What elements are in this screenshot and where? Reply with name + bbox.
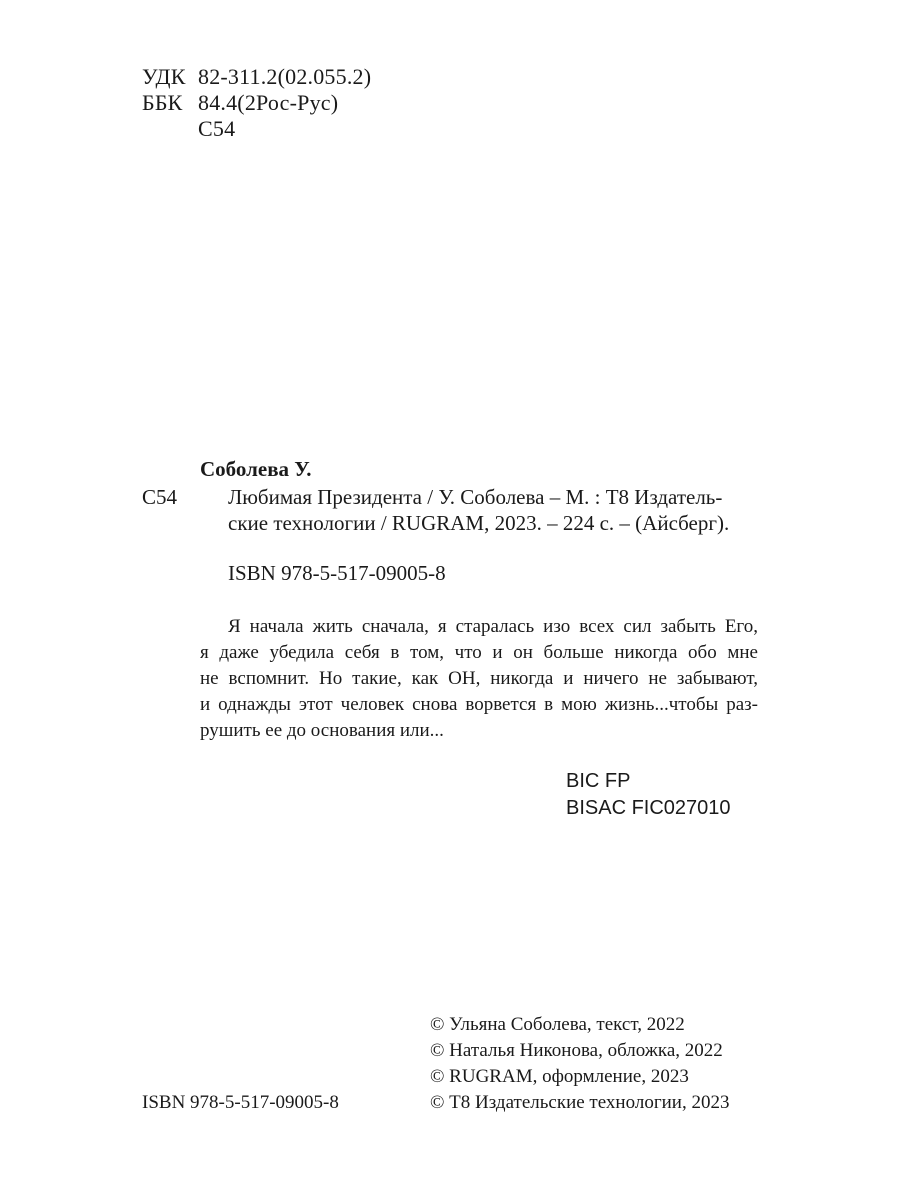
classification-block	[142, 64, 371, 142]
author-mark: С54	[198, 116, 236, 141]
copyright-block	[430, 1012, 729, 1116]
subject-codes	[566, 768, 731, 822]
annotation-line: рушить ее до основания или...	[200, 720, 444, 741]
annotation-line: я даже убедила себя в том, что и он больше никогда обо мне	[200, 642, 758, 663]
author-code: С54	[142, 485, 178, 509]
bibliographic-description	[228, 484, 758, 536]
udk-value: 82-311.2(02.055.2)	[198, 64, 372, 89]
annotation	[200, 614, 758, 744]
bic-code: BIC FP	[566, 770, 631, 792]
isbn-footer: ISBN 978-5-517-09005-8	[142, 1092, 339, 1113]
description-line-2: ские технологии / RUGRAM, 2023. – 224 с. – (Айсберг).	[228, 511, 730, 535]
annotation-line: не вспомнит. Но такие, как ОН, никогда и ничего не забывают,	[200, 668, 758, 689]
copyright-line: © RUGRAM, оформление, 2023	[430, 1066, 689, 1087]
bbk-label: ББК	[142, 90, 183, 115]
isbn-main: ISBN 978-5-517-09005-8	[228, 561, 446, 585]
bbk-row	[142, 90, 371, 116]
bisac-code: BISAC FIC027010	[566, 797, 731, 819]
author-mark-row	[142, 116, 371, 142]
bbk-value: 84.4(2Рос-Рус)	[198, 90, 339, 115]
copyright-line: © Ульяна Соболева, текст, 2022	[430, 1014, 685, 1035]
description-line-1: Любимая Президента / У. Соболева – М. : Т8 Издатель-	[228, 485, 723, 509]
copyright-line: © Наталья Никонова, обложка, 2022	[430, 1040, 723, 1061]
udk-row	[142, 64, 371, 90]
annotation-line: и однажды этот человек снова ворвется в мою жизнь...чтобы раз-	[200, 694, 758, 715]
udk-label: УДК	[142, 64, 186, 89]
copyright-line: © Т8 Издательские технологии, 2023	[430, 1092, 730, 1113]
annotation-line: Я начала жить сначала, я старалась изо всех сил забыть Его,	[228, 616, 758, 637]
author-name: Соболева У.	[200, 457, 312, 481]
